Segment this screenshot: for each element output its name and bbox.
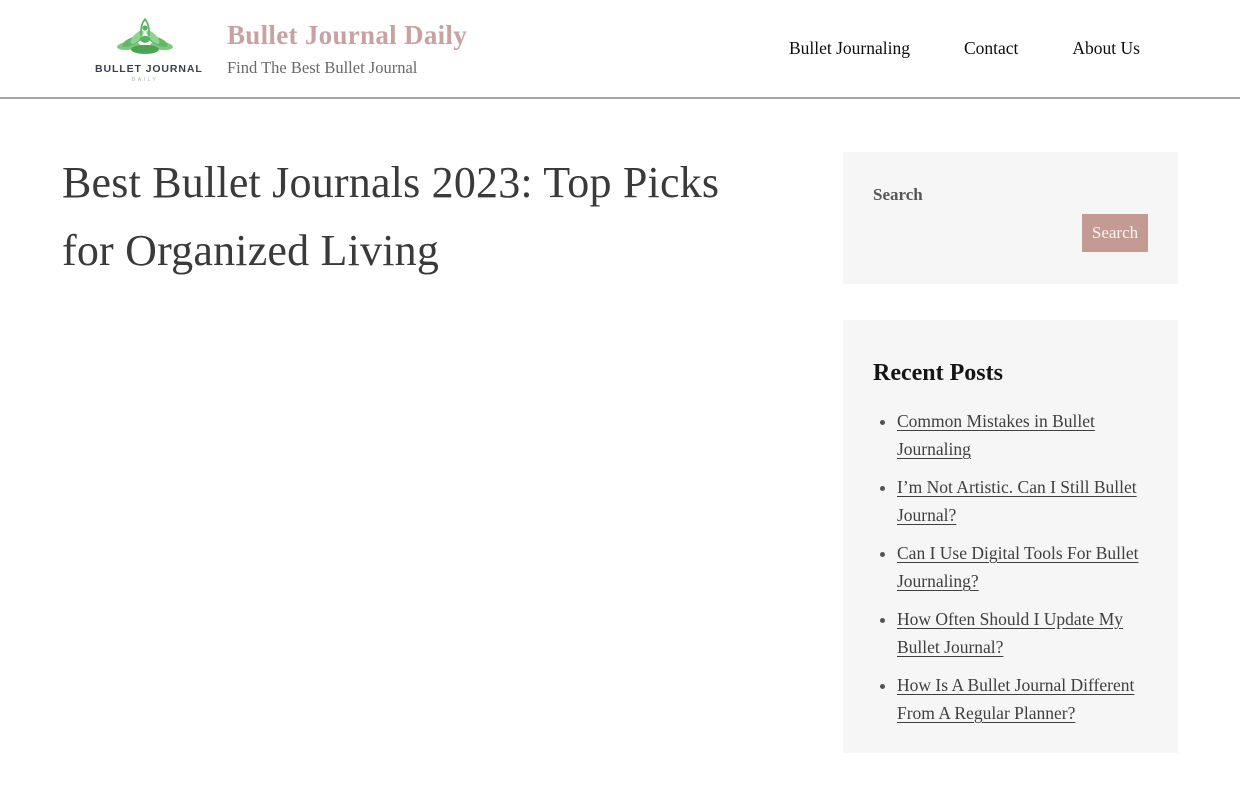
- list-item: [897, 407, 1148, 463]
- search-input[interactable]: [873, 214, 1072, 252]
- list-item: [897, 539, 1148, 595]
- list-item: [897, 605, 1148, 661]
- search-button[interactable]: Search: [1082, 214, 1148, 252]
- recent-post-link[interactable]: Can I Use Digital Tools For Bullet Journaling?: [897, 543, 1139, 591]
- sidebar: [843, 99, 1178, 753]
- recent-post-link[interactable]: How Is A Bullet Journal Different From A Regular Planner?: [897, 675, 1135, 723]
- search-label: Search: [873, 185, 923, 204]
- recent-post-link[interactable]: Common Mistakes in Bullet Journaling: [897, 411, 1095, 459]
- logo-wordmark: BULLET JOURNAL: [95, 62, 203, 75]
- site-title-link[interactable]: Bullet Journal Daily: [227, 19, 468, 50]
- primary-nav: [789, 38, 1140, 59]
- nav-item-bullet-journaling[interactable]: Bullet Journaling: [788, 38, 910, 58]
- list-item: [897, 671, 1148, 727]
- main-content: [62, 99, 766, 285]
- site-logo[interactable]: [95, 15, 203, 83]
- site-info: [227, 20, 467, 78]
- lotus-meditation-icon: [95, 15, 195, 61]
- recent-posts-widget: [843, 320, 1178, 753]
- site-header: [0, 0, 1240, 99]
- post-title: Best Bullet Journals 2023: Top Picks for Organized Living: [62, 158, 720, 275]
- recent-posts-list: [873, 407, 1148, 727]
- logo-subtext: DAILY: [131, 76, 159, 83]
- nav-item-about-us[interactable]: About Us: [1072, 38, 1140, 58]
- nav-item-contact[interactable]: Contact: [963, 38, 1019, 58]
- site-tagline: Find The Best Bullet Journal: [227, 57, 418, 77]
- search-widget: [843, 152, 1178, 284]
- recent-post-link[interactable]: How Often Should I Update My Bullet Journal?: [897, 609, 1124, 657]
- recent-posts-title: Recent Posts: [873, 360, 1003, 386]
- recent-post-link[interactable]: I’m Not Artistic. Can I Still Bullet Journal?: [897, 477, 1137, 525]
- list-item: [897, 473, 1148, 529]
- search-row: [873, 214, 1148, 252]
- page-body: [0, 99, 1240, 753]
- site-branding: [95, 15, 467, 83]
